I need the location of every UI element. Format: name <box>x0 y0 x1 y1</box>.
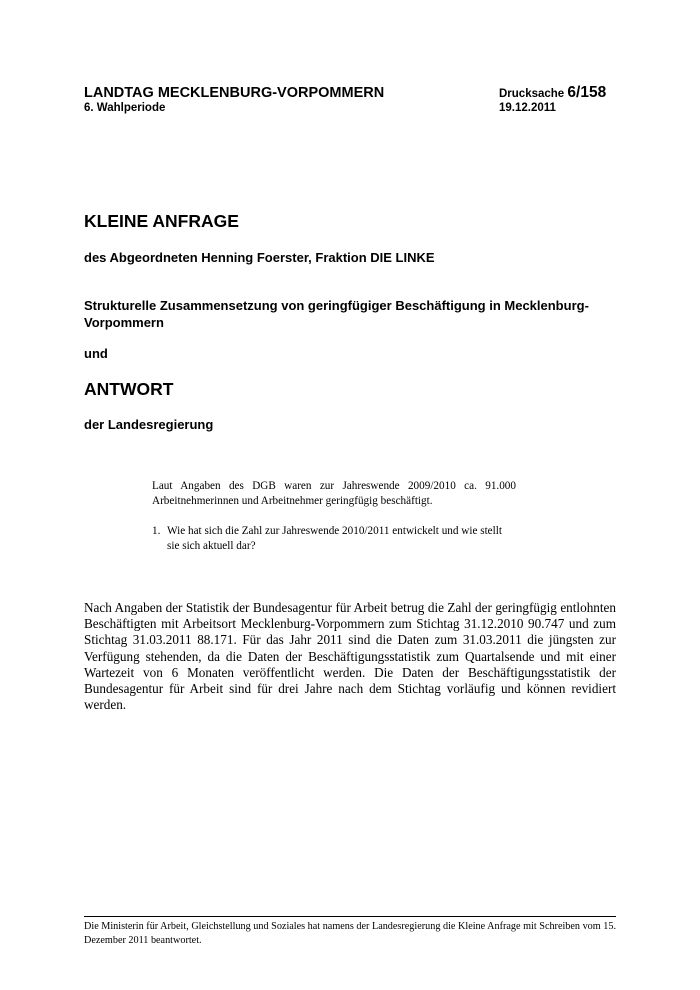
legislative-period: 6. Wahlperiode <box>84 102 166 114</box>
footer-divider <box>84 916 616 917</box>
and-connector: und <box>84 346 108 361</box>
answer-paragraph: Nach Angaben der Statistik der Bundesagentur für Arbeit betrug die Zahl der geringfügig entlohnten Beschäftigten mit Arbeitsort Mecklenburg-Vorpommern zum Stichtag 31.12.2010 90.747 und zum Stichtag 31.03.2011 88.171. Für das Jahr 2011 sind die Daten zum 31.03.2011 die jüngsten zur Verfügung stehenden, da die Daten der Beschäftigungsstatistik zum Quartalsende und mit einer Wartezeit von 6 Monaten veröffentlicht werden. Die Daten der Beschäftigungsstatistik der Bundesagentur für Arbeit sind für drei Jahre nach dem Stichtag vorläufig und können revidiert werden. <box>84 600 616 713</box>
document-number: 6/158 <box>567 84 607 101</box>
question-heading: KLEINE ANFRAGE <box>84 211 239 231</box>
parliament-name: LANDTAG MECKLENBURG-VORPOMMERN <box>84 85 385 101</box>
question-item <box>152 524 516 553</box>
question-text: Wie hat sich die Zahl zur Jahreswende 2010/2011 entwickelt und wie stellt sie sich aktuell dar? <box>167 525 502 552</box>
document-label: Drucksache <box>499 88 565 100</box>
footer-note: Die Ministerin für Arbeit, Gleichstellung und Soziales hat namens der Landesregierung die Kleine Anfrage mit Schreiben vom 15. Dezember 2011 beantwortet. <box>84 921 616 946</box>
document-date: 19.12.2011 <box>499 102 556 114</box>
question-number: 1. <box>152 525 161 537</box>
author-line: des Abgeordneten Henning Foerster, Fraktion DIE LINKE <box>84 250 435 265</box>
answer-heading: ANTWORT <box>84 379 174 399</box>
question-preamble: Laut Angaben des DGB waren zur Jahreswende 2009/2010 ca. 91.000 Arbeitnehmerinnen und Arbeitnehmer geringfügig beschäftigt. <box>152 480 516 507</box>
answer-by-line: der Landesregierung <box>84 417 214 432</box>
subject-title: Strukturelle Zusammensetzung von geringfügiger Beschäftigung in Mecklenburg-Vorpommern <box>84 298 589 330</box>
